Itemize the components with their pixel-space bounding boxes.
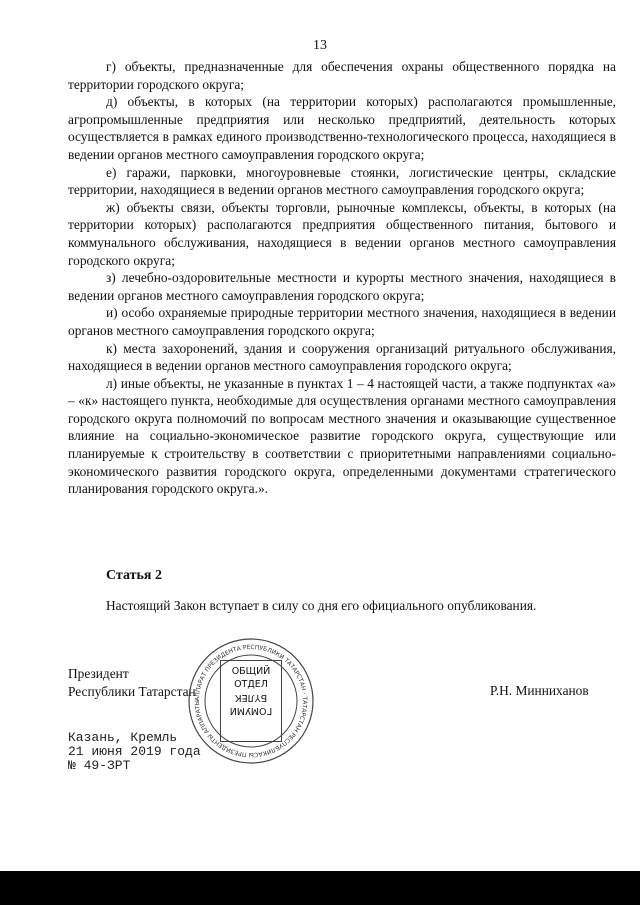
paragraph-e: е) гаражи, парковки, многоуровневые стоянки, логистические центры, складские территории, находящиеся в ведении органов местного самоуправления городского округа; [68, 164, 616, 198]
document-body [68, 58, 616, 498]
stamp-line1: ОБЩИЙ [231, 666, 271, 677]
stamp-line4: ГОМУМИ [229, 705, 273, 716]
stamp-line3: БҮЛЕК [234, 692, 268, 703]
stamp-ring-text: АППАРАТ ПРЕЗИДЕНТА РЕСПУБЛИКИ ТАТАРСТАН · ТАТАРСТАН РЕСПУБЛИКАСЫ ПРЕЗИДЕНТЫ АППАРАТЫ [193, 643, 309, 759]
signature-title [68, 665, 196, 701]
paragraph-z: з) лечебно-оздоровительные местности и курорты местного значения, находящиеся в ведении органов местного самоуправления городского округа; [68, 270, 616, 303]
scan-edge-bar [0, 871, 640, 905]
paragraph-l: л) иные объекты, не указанные в пунктах 1 – 4 настоящей части, а также подпунктах «а» – «к» настоящего пункта, необходимые для осуществления органами местного самоуправления городского округа полномочий по вопросам местного значения и оказывающие существенное влияние на социально-экономическое развитие городского округа, существующие или планируемые к строительству в соответствии с приоритетными направлениями социально-экономического развития городского округа, определенными документами стратегического планирования городского округа.». [68, 375, 616, 497]
stamp-inner-box [220, 660, 282, 742]
page-number: 13 [313, 38, 327, 53]
paragraph-zh: ж) объекты связи, объекты торговли, рыночные комплексы, объекты, в которых (на территории которых) располагаются предприятия общественного питания, бытового и коммунального обслуживания, находящиеся в ведении органов местного самоуправления городского округа; [68, 199, 616, 268]
signature-title-line2: Республики Татарстан [68, 684, 196, 699]
place-line: Казань, Кремль [68, 730, 178, 745]
paragraph-g: г) объекты, предназначенные для обеспечения охраны общественного порядка на территории городского округа; [68, 59, 616, 92]
paragraph-d: д) объекты, в которых (на территории которых) располагаются промышленные, агропромышленные предприятия или несколько предприятий, деятельность которых осуществляется в рамках единого производственно-технологического процесса, находящиеся в ведении органов местного самоуправления городского округа; [68, 94, 616, 162]
place-date-block [68, 731, 201, 773]
stamp-line2: ОТДЕЛ [234, 679, 268, 690]
paragraph-k: к) места захоронений, здания и сооружения организаций ритуального обслуживания, находящиеся в ведении органов местного самоуправления городского округа; [68, 340, 616, 374]
official-stamp [186, 636, 316, 766]
signer-name: Р.Н. Минниханов [490, 683, 589, 698]
paragraph-i: и) особо охраняемые природные территории местного значения, находящиеся в ведении органов местного самоуправления городского округа; [68, 305, 616, 338]
article-heading: Статья 2 [106, 568, 162, 583]
article-text: Настоящий Закон вступает в силу со дня его официального опубликования. [106, 598, 537, 613]
date-line: 21 июня 2019 года [68, 744, 201, 759]
signature-title-line1: Президент [68, 666, 129, 681]
law-number-line: № 49-ЗРТ [68, 758, 131, 773]
